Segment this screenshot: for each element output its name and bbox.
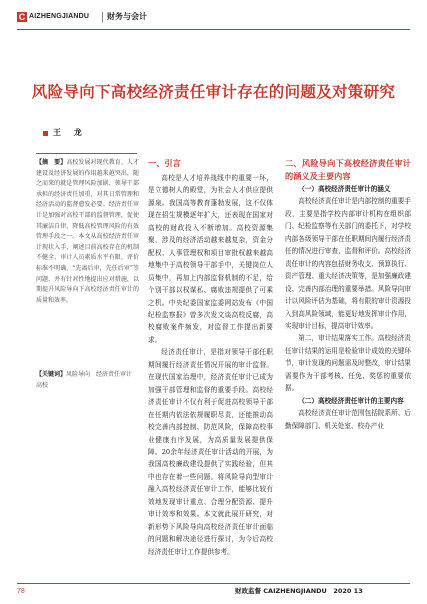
magazine-logo-icon: C: [18, 12, 26, 22]
abstract-label: 【摘 要】: [36, 159, 67, 166]
author-name: 王 龙: [53, 128, 87, 137]
section-name: 财务与会计: [107, 12, 147, 21]
author-bullet-icon: [43, 131, 48, 136]
header-divider: [102, 12, 103, 22]
section2-heading: 二、风险导向下高校经济责任审计的涵义及主要内容: [285, 158, 411, 181]
header-rule: [17, 29, 410, 30]
subsection2-paragraph: 高校经济责任审计范围包括院系所、后勤保障部门、机关处室、校办产业: [285, 409, 411, 430]
keywords-text: 风险导向 经济责任审计 高校: [36, 371, 139, 389]
footer-rule: [17, 583, 410, 584]
article-title: 风险导向下高校经济责任审计存在的问题及对策研究: [31, 83, 396, 101]
footer-magazine-issue: 财政监督 CAIZHENGJIANDU 2020 13: [235, 587, 363, 595]
section1-paragraph: 高校是人才培养战线中的重要一环，是立德树人的殿堂，为社会人才供应提供源泉。我国高等教育蓬勃发展，这不仅体现在招生规模逐年扩大，还表现在国家对高校的财政投入不断增加。高校资源集聚，涉及的经济活动越来越复杂，资金分配权、人事管理权和项目审批权越来越高地集中于高校领导干部手中，关键岗位人员集中，再加上内部监督机制的不足，给个别干部以权谋私、腐败违规提供了可乘之机。中央纪委国家监委网站发布《中国纪检监察报》曾多次发文谈高校反腐，高校腐败案件频发，对监督工作提出新要求。: [148, 174, 273, 344]
subsection1-paragraph: 第二，审计结果落实工作。高校经济责任审计结果的运用是检验审计成效的关键环节，审计发现的问题需及时整改，审计结果需要作为干部考核、任免、奖惩的重要依据。: [285, 334, 411, 393]
abstract: [36, 158, 139, 306]
section1-paragraph: 经济责任审计，是指对领导干部任职期间履行经济责任情况开展的审计监督。在现代国家治理中，经济责任审计已成为加强干部管理和监督的重要手段。高校经济责任审计不仅有利于促进高校领导干部在任期内依法依规履职尽责，还能推动高校完善内部控制、防范风险，保障高校事业健康有序发展，为高质量发展提供保障。20余年经济责任审计活动的开展，为我国高校廉政建设提供了实践经验，但其中也存在着一些问题。将风险导向型审计融入高校经济责任审计工作，能够比较有效地发现审计重点、合理分配资源、提升审计效率和效果。本文就此展开研究，对新形势下风险导向高校经济责任审计面临的问题和解决途径进行探讨，为今后高校经济责任审计工作提供参考。: [148, 348, 273, 556]
column-middle: [148, 157, 273, 558]
section1-heading: 一、引言: [148, 158, 181, 168]
page-header: [17, 9, 410, 27]
abstract-text: 高校发展对现代教育、人才建设及经济发展的作用越来越突出，随之而来的就是管理风险加剧，领导干部承担的经济责任加重，对其日常管理和经济活动的监督愈发必要。经济责任审计是加强对高校干部的监督管理，促使其廉洁自律，降低高校管理风险的有效管理手段之一。本文从高校经济责任审计现状入手，阐述目前高校存在的机制不健全、审计人员素质水平有限、评价标准不明确、“先离后审，先任后审”等问题，并有针对性地提出应对措施，以期提升风险导向下高校经济责任审计的质量和效率。: [36, 159, 139, 304]
keywords-label: 【关键词】: [36, 371, 67, 378]
subsection1-paragraph: 高校经济责任审计是内部控制的重要手段，主要是指学校内部审计机构在组织部门、纪检监察等有关部门的委托下，对学校内部各级领导干部在任职期间内履行经济责任的情况进行审查、监督和评价。高校经济责任审计的内容包括财务收支、预算执行、资产管理、重大经济决策等，是加强廉政建设、完善内部治理的重要举措。风险导向审计以风险评估为基础，将有限的审计资源投入到高风险领域，能更好地发挥审计作用，实现审计目标，提高审计效率。: [285, 197, 411, 330]
subsection1-heading: （一）高校经济责任审计的涵义: [298, 185, 391, 193]
magazine-name: AIZHENGJIANDU: [29, 13, 90, 20]
column-right: [285, 157, 411, 432]
keywords: [36, 370, 139, 391]
subsection2-heading: （二）高校经济责任审计的主要内容: [298, 396, 404, 405]
page-number: 78: [17, 588, 25, 595]
